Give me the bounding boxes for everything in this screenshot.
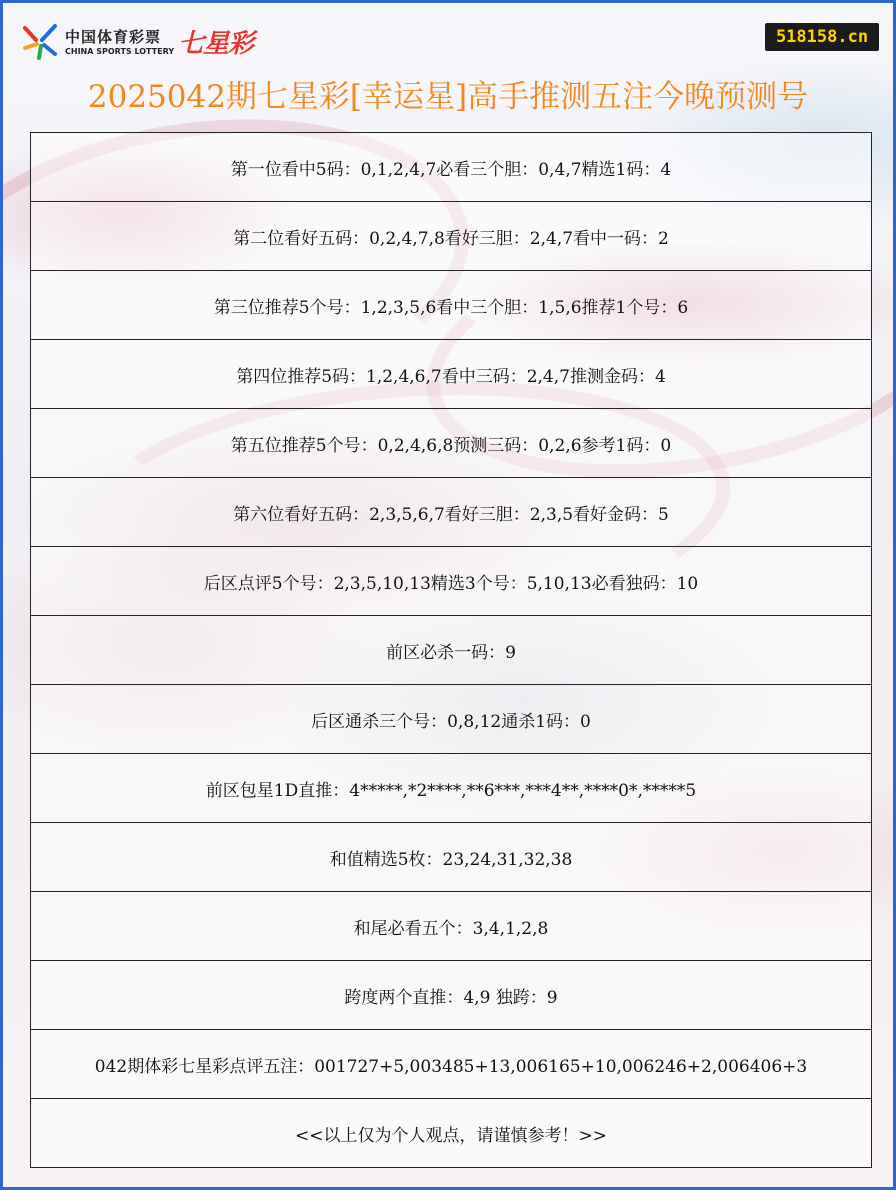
row-text: 第三位推荐5个号：1,2,3,5,6看中三个胆：1,5,6推荐1个号：6 [213, 297, 689, 318]
game-name-logo: 七星彩 [178, 28, 254, 59]
row-text: 和尾必看五个：3,4,1,2,8 [353, 918, 549, 939]
site-domain-badge[interactable]: 518158.cn [765, 23, 879, 51]
table-row [30, 823, 872, 892]
row-text: 第一位看中5码：0,1,2,4,7必看三个胆：0,4,7精选1码：4 [230, 159, 672, 180]
row-text: 后区通杀三个号：0,8,12通杀1码：0 [311, 711, 591, 732]
table-row [30, 133, 872, 202]
row-text: 后区点评5个号：2,3,5,10,13精选3个号：5,10,13必看独码：10 [203, 573, 699, 594]
table-row [30, 685, 872, 754]
logo-chinese-name: 中国体育彩票 [65, 28, 162, 46]
table-row [30, 616, 872, 685]
row-text: 前区包星1D直推：4*****,*2****,**6***,***4**,****0*,*****5 [205, 780, 697, 801]
row-text: 和值精选5枚：23,24,31,32,38 [329, 849, 573, 870]
row-text: 跨度两个直推：4,9 独跨：9 [344, 987, 558, 1008]
table-row [30, 1030, 872, 1099]
table-row [30, 340, 872, 409]
table-row [30, 961, 872, 1030]
disclaimer-text: <<以上仅为个人观点，请谨慎参考！>> [295, 1125, 607, 1146]
lottery-logo [21, 21, 253, 61]
row-text: 前区必杀一码：9 [386, 642, 516, 663]
logo-text [65, 26, 174, 56]
table-row [30, 409, 872, 478]
table-row [30, 547, 872, 616]
table-row [30, 271, 872, 340]
row-text: 第六位看好五码：2,3,5,6,7看好三胆：2,3,5看好金码：5 [233, 504, 669, 525]
row-text: 第二位看好五码：0,2,4,7,8看好三胆：2,4,7看中一码：2 [233, 228, 669, 249]
row-text: 第五位推荐5个号：0,2,4,6,8预测三码：0,2,6参考1码：0 [230, 435, 672, 456]
logo-english-name: CHINA SPORTS LOTTERY [65, 47, 175, 56]
table-row [30, 892, 872, 961]
lottery-star-icon [21, 22, 59, 60]
row-text: 042期体彩七星彩点评五注：001727+5,003485+13,006165+10,006246+2,006406+3 [94, 1056, 808, 1077]
page-title: 2025042期七星彩[幸运星]高手推测五注今晚预测号 [87, 79, 809, 115]
row-text: 第四位推荐5码：1,2,4,6,7看中三码：2,4,7推测金码：4 [236, 366, 666, 387]
table-row [30, 754, 872, 823]
table-row [30, 202, 872, 271]
table-row [30, 478, 872, 547]
disclaimer-row [30, 1099, 872, 1168]
prediction-table [30, 132, 872, 1168]
